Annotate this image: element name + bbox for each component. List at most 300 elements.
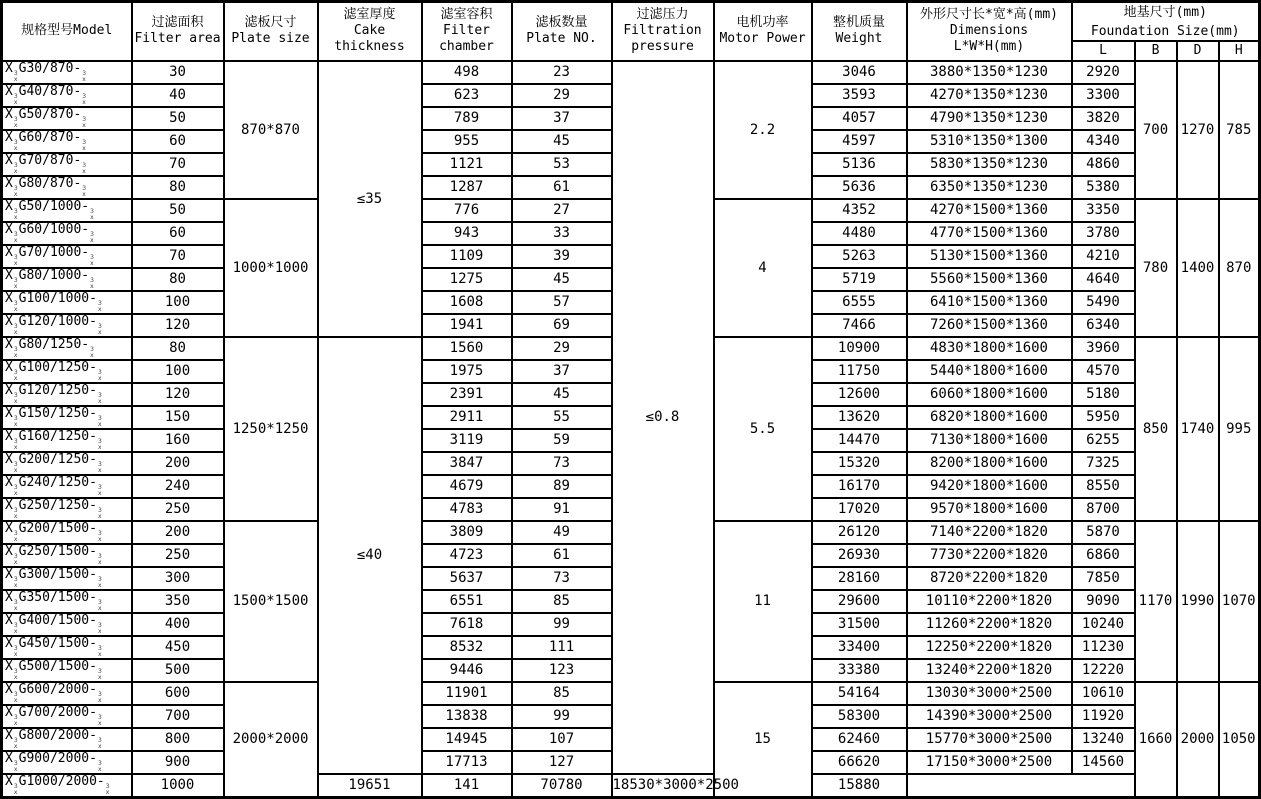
filter-chamber-cell: 14945 — [422, 728, 512, 751]
model-mark-top: 3 — [13, 276, 18, 284]
model-mark-top: 3 — [97, 322, 102, 330]
model-mark-top: 3 — [13, 368, 18, 376]
model-cell — [2, 61, 132, 84]
foundation-h-cell: 870 — [1219, 199, 1260, 337]
foundation-l-cell: 4340 — [1072, 130, 1135, 153]
header-motor-power — [714, 2, 812, 61]
header-plate-no-zh: 滤板数量 — [535, 15, 588, 31]
model-mark-top: 3 — [13, 115, 18, 123]
model-mark-top: 3 — [13, 759, 18, 767]
foundation-l-cell: 8550 — [1072, 475, 1135, 498]
weight-cell: 14470 — [812, 429, 907, 452]
dimensions-cell: 5830*1350*1230 — [907, 153, 1072, 176]
header-motor-power-zh: 电机功率 — [736, 15, 789, 31]
header-dimensions — [907, 2, 1072, 61]
model-mark-bottom: x — [97, 397, 102, 405]
plate-no-cell: 73 — [512, 567, 612, 590]
model-mark-top: 3 — [97, 690, 102, 698]
filter-area-cell: 100 — [132, 360, 224, 383]
model-mark-bottom: x — [13, 236, 18, 244]
plate-no-cell: 27 — [512, 199, 612, 222]
model-mark-stack — [14, 370, 18, 382]
filter-area-cell: 300 — [132, 567, 224, 590]
header-dimensions-en: Dimensions — [949, 23, 1029, 39]
foundation-h-cell: 995 — [1219, 337, 1260, 521]
model-prefix: X — [5, 175, 13, 191]
model-body: G250/1250- — [18, 497, 97, 513]
plate-no-cell: 45 — [512, 383, 612, 406]
model-mark-stack — [14, 715, 18, 727]
model-cell — [2, 498, 132, 521]
model-mark-bottom: x — [90, 213, 94, 221]
dimensions-cell: 7140*2200*1820 — [907, 521, 1072, 544]
header-foundation-d: D — [1177, 41, 1219, 61]
model-prefix: X — [5, 382, 13, 398]
model-mark-stack — [98, 301, 102, 313]
header-plate-size-zh: 滤板尺寸 — [244, 15, 297, 31]
model-mark-stack — [90, 278, 94, 290]
filter-area-cell: 30 — [132, 61, 224, 84]
model-cell — [2, 728, 132, 751]
header-filter-chamber — [422, 2, 512, 61]
foundation-l-cell: 3820 — [1072, 107, 1135, 130]
model-prefix: X — [5, 497, 13, 513]
model-prefix: X — [5, 129, 13, 145]
model-mark-stack — [14, 94, 18, 106]
model-mark-top: 3 — [13, 621, 18, 629]
model-cell — [2, 613, 132, 636]
foundation-l-cell: 3300 — [1072, 84, 1135, 107]
filter-chamber-cell: 4783 — [422, 498, 512, 521]
model-body: G240/1250- — [18, 474, 97, 490]
model-mark-bottom: x — [13, 190, 18, 198]
filter-chamber-cell: 4723 — [422, 544, 512, 567]
model-cell — [2, 245, 132, 268]
model-mark-top: 3 — [105, 782, 110, 790]
foundation-l-cell: 3350 — [1072, 199, 1135, 222]
model-body: G70/1000- — [18, 244, 90, 260]
model-mark-bottom: x — [97, 558, 102, 566]
model-prefix: X — [5, 658, 13, 674]
model-body: G120/1000- — [18, 313, 97, 329]
weight-cell: 4057 — [812, 107, 907, 130]
plate-no-cell: 61 — [512, 544, 612, 567]
foundation-l-cell: 6340 — [1072, 314, 1135, 337]
model-mark-bottom: x — [97, 328, 102, 336]
model-mark-stack — [98, 462, 102, 474]
model-body: G40/870- — [18, 83, 82, 99]
model-mark-stack — [82, 117, 86, 129]
dimensions-cell: 5560*1500*1360 — [907, 268, 1072, 291]
model-mark-bottom: x — [13, 144, 18, 152]
model-mark-top: 3 — [13, 483, 18, 491]
model-mark-bottom: x — [97, 443, 102, 451]
weight-cell: 31500 — [812, 613, 907, 636]
model-mark-bottom: x — [82, 167, 86, 175]
model-mark-top: 3 — [13, 138, 18, 146]
weight-cell: 5263 — [812, 245, 907, 268]
model-prefix: X — [5, 152, 13, 168]
model-mark-bottom: x — [13, 512, 18, 520]
model-cell — [2, 222, 132, 245]
plate-no-cell: 99 — [512, 613, 612, 636]
model-mark-stack — [98, 577, 102, 589]
weight-cell: 62460 — [812, 728, 907, 751]
model-mark-top: 3 — [97, 644, 102, 652]
foundation-l-cell: 4640 — [1072, 268, 1135, 291]
foundation-h-cell: 1050 — [1219, 682, 1260, 798]
filter-area-cell: 60 — [132, 130, 224, 153]
dimensions-cell: 9570*1800*1600 — [907, 498, 1072, 521]
model-body: G800/2000- — [18, 727, 97, 743]
model-mark-stack — [90, 209, 94, 221]
plate-size-cell: 1000*1000 — [224, 199, 318, 337]
cake-thickness-cell: ≤40 — [318, 337, 422, 774]
dimensions-cell: 8720*2200*1820 — [907, 567, 1072, 590]
header-filter-area-en: Filter area — [134, 31, 221, 47]
model-mark-bottom: x — [90, 351, 94, 359]
foundation-l-cell: 15880 — [812, 774, 907, 798]
model-body: G600/2000- — [18, 681, 97, 697]
model-mark-bottom: x — [82, 121, 86, 129]
model-mark-stack — [14, 600, 18, 612]
filter-area-cell: 40 — [132, 84, 224, 107]
filter-chamber-cell: 3119 — [422, 429, 512, 452]
plate-size-cell: 2000*2000 — [224, 682, 318, 798]
model-mark-bottom: x — [97, 535, 102, 543]
model-prefix: X — [5, 612, 13, 628]
model-body: G250/1500- — [18, 543, 97, 559]
foundation-h-cell: 785 — [1219, 61, 1260, 199]
filter-chamber-cell: 17713 — [422, 751, 512, 774]
filter-area-cell: 160 — [132, 429, 224, 452]
foundation-l-cell: 6255 — [1072, 429, 1135, 452]
model-mark-top: 3 — [97, 713, 102, 721]
model-mark-top: 3 — [90, 207, 94, 215]
model-mark-stack — [90, 255, 94, 267]
header-cake-thickness-zh: 滤室厚度 — [343, 7, 396, 23]
header-dimensions-zh: 外形尺寸长*宽*高(mm) — [920, 7, 1058, 23]
model-mark-bottom: x — [13, 351, 18, 359]
dimensions-cell: 7260*1500*1360 — [907, 314, 1072, 337]
model-mark-bottom: x — [13, 650, 18, 658]
dimensions-cell: 10110*2200*1820 — [907, 590, 1072, 613]
dimensions-cell: 7130*1800*1600 — [907, 429, 1072, 452]
model-mark-bottom: x — [97, 374, 102, 382]
model-mark-top: 3 — [97, 460, 102, 468]
motor-power-cell: 4 — [714, 199, 812, 337]
model-mark-top: 3 — [90, 253, 94, 261]
foundation-d-cell: 1270 — [1177, 61, 1219, 199]
model-cell — [2, 429, 132, 452]
filter-area-cell: 350 — [132, 590, 224, 613]
model-prefix: X — [5, 520, 13, 536]
foundation-l-cell: 5950 — [1072, 406, 1135, 429]
filter-chamber-cell: 1941 — [422, 314, 512, 337]
model-prefix: X — [5, 405, 13, 421]
model-mark-bottom: x — [82, 75, 86, 83]
foundation-l-cell: 4210 — [1072, 245, 1135, 268]
header-weight — [812, 2, 907, 61]
model-mark-bottom: x — [97, 673, 102, 681]
header-motor-power-en: Motor Power — [719, 31, 806, 47]
weight-cell: 58300 — [812, 705, 907, 728]
model-mark-bottom: x — [97, 765, 102, 773]
header-foundation-b: B — [1135, 41, 1177, 61]
model-mark-bottom: x — [97, 420, 102, 428]
plate-no-cell: 55 — [512, 406, 612, 429]
model-mark-bottom: x — [90, 236, 94, 244]
model-mark-top: 3 — [13, 782, 18, 790]
model-mark-bottom: x — [13, 696, 18, 704]
model-mark-top: 3 — [13, 529, 18, 537]
filter-area-cell: 240 — [132, 475, 224, 498]
model-mark-top: 3 — [13, 460, 18, 468]
foundation-l-cell: 7325 — [1072, 452, 1135, 475]
model-mark-top: 3 — [90, 345, 94, 353]
model-body: G400/1500- — [18, 612, 97, 628]
model-cell — [2, 291, 132, 314]
model-mark-stack — [14, 692, 18, 704]
table-row — [2, 774, 1260, 798]
weight-cell: 13620 — [812, 406, 907, 429]
model-mark-top: 3 — [13, 184, 18, 192]
model-mark-bottom: x — [97, 719, 102, 727]
motor-power-cell: 2.2 — [714, 61, 812, 199]
model-mark-top: 3 — [97, 575, 102, 583]
model-cell — [2, 406, 132, 429]
model-mark-bottom: x — [13, 328, 18, 336]
filter-area-cell: 1000 — [132, 774, 224, 798]
model-body: G50/870- — [18, 106, 82, 122]
model-body: G30/870- — [18, 60, 82, 76]
model-mark-stack — [14, 255, 18, 267]
model-mark-stack — [82, 140, 86, 152]
model-mark-stack — [14, 232, 18, 244]
dimensions-cell: 4770*1500*1360 — [907, 222, 1072, 245]
filtration-pressure-cell: ≤0.8 — [612, 61, 714, 774]
foundation-l-cell: 9090 — [1072, 590, 1135, 613]
model-mark-bottom: x — [97, 489, 102, 497]
model-mark-bottom: x — [13, 489, 18, 497]
header-plate-size-en: Plate size — [231, 31, 310, 47]
model-mark-bottom: x — [82, 190, 86, 198]
model-mark-top: 3 — [13, 598, 18, 606]
model-prefix: X — [5, 750, 13, 766]
plate-size-cell: 1500*1500 — [224, 521, 318, 682]
weight-cell: 12600 — [812, 383, 907, 406]
table-row — [2, 61, 1260, 84]
model-mark-stack — [14, 784, 18, 796]
model-cell — [2, 199, 132, 222]
model-cell — [2, 153, 132, 176]
plate-no-cell: 61 — [512, 176, 612, 199]
plate-no-cell: 39 — [512, 245, 612, 268]
model-mark-top: 3 — [90, 276, 94, 284]
foundation-d-cell: 2000 — [1177, 682, 1219, 798]
filter-chamber-cell: 13838 — [422, 705, 512, 728]
model-cell — [2, 751, 132, 774]
weight-cell: 16170 — [812, 475, 907, 498]
model-body: G900/2000- — [18, 750, 97, 766]
plate-no-cell: 69 — [512, 314, 612, 337]
plate-no-cell: 49 — [512, 521, 612, 544]
model-mark-stack — [14, 554, 18, 566]
foundation-l-cell: 5490 — [1072, 291, 1135, 314]
model-prefix: X — [5, 773, 13, 789]
plate-no-cell: 123 — [512, 659, 612, 682]
model-mark-bottom: x — [97, 604, 102, 612]
header-filter-chamber-en: Filter chamber — [439, 23, 494, 55]
model-cell — [2, 682, 132, 705]
plate-no-cell: 59 — [512, 429, 612, 452]
header-weight-en: Weight — [835, 31, 883, 47]
filter-area-cell: 500 — [132, 659, 224, 682]
dimensions-cell: 6060*1800*1600 — [907, 383, 1072, 406]
foundation-l-cell: 11230 — [1072, 636, 1135, 659]
model-cell — [2, 521, 132, 544]
plate-size-cell: 1250*1250 — [224, 337, 318, 521]
plate-no-cell: 37 — [512, 360, 612, 383]
dimensions-cell: 9420*1800*1600 — [907, 475, 1072, 498]
model-mark-top: 3 — [97, 552, 102, 560]
filter-chamber-cell: 955 — [422, 130, 512, 153]
model-mark-bottom: x — [13, 259, 18, 267]
plate-no-cell: 23 — [512, 61, 612, 84]
model-cell — [2, 337, 132, 360]
model-mark-top: 3 — [13, 345, 18, 353]
model-mark-stack — [14, 117, 18, 129]
model-prefix: X — [5, 244, 13, 260]
foundation-l-cell: 13240 — [1072, 728, 1135, 751]
plate-no-cell: 89 — [512, 475, 612, 498]
model-mark-top: 3 — [97, 391, 102, 399]
foundation-l-cell: 8700 — [1072, 498, 1135, 521]
foundation-h-cell: 1070 — [1219, 521, 1260, 682]
model-mark-stack — [82, 186, 86, 198]
plate-no-cell: 29 — [512, 84, 612, 107]
weight-cell: 6555 — [812, 291, 907, 314]
model-mark-bottom: x — [97, 742, 102, 750]
model-mark-bottom: x — [90, 282, 94, 290]
filter-chamber-cell: 623 — [422, 84, 512, 107]
filter-area-cell: 50 — [132, 107, 224, 130]
model-body: G160/1250- — [18, 428, 97, 444]
model-prefix: X — [5, 704, 13, 720]
plate-no-cell: 53 — [512, 153, 612, 176]
model-prefix: X — [5, 727, 13, 743]
model-mark-stack — [14, 347, 18, 359]
foundation-l-cell: 3780 — [1072, 222, 1135, 245]
filter-chamber-cell: 1608 — [422, 291, 512, 314]
model-mark-bottom: x — [13, 213, 18, 221]
header-filtration-pressure-en: Filtration pressure — [623, 23, 702, 55]
model-body: G100/1000- — [18, 290, 97, 306]
model-prefix: X — [5, 543, 13, 559]
model-mark-top: 3 — [82, 69, 87, 77]
dimensions-cell: 4830*1800*1600 — [907, 337, 1072, 360]
plate-no-cell: 45 — [512, 268, 612, 291]
model-mark-bottom: x — [13, 466, 18, 474]
model-mark-stack — [14, 761, 18, 773]
filter-chamber-cell: 1287 — [422, 176, 512, 199]
header-filter-area-zh: 过滤面积 — [151, 15, 204, 31]
model-body: G450/1500- — [18, 635, 97, 651]
foundation-d-cell: 1990 — [1177, 521, 1219, 682]
model-mark-stack — [14, 669, 18, 681]
model-mark-stack — [98, 715, 102, 727]
motor-power-cell: 15 — [714, 682, 812, 798]
filter-chamber-cell: 943 — [422, 222, 512, 245]
model-cell — [2, 130, 132, 153]
filter-area-cell: 250 — [132, 498, 224, 521]
plate-no-cell: 85 — [512, 590, 612, 613]
model-mark-top: 3 — [13, 322, 18, 330]
model-body: G80/870- — [18, 175, 82, 191]
foundation-b-cell: 1170 — [1135, 521, 1177, 682]
filter-chamber-cell: 4679 — [422, 475, 512, 498]
foundation-l-cell: 3960 — [1072, 337, 1135, 360]
filter-area-cell: 600 — [132, 682, 224, 705]
model-prefix: X — [5, 474, 13, 490]
model-mark-top: 3 — [82, 115, 87, 123]
model-mark-top: 3 — [97, 368, 102, 376]
model-cell — [2, 314, 132, 337]
dimensions-cell: 4270*1500*1360 — [907, 199, 1072, 222]
dimensions-cell: 13240*2200*1820 — [907, 659, 1072, 682]
model-mark-bottom: x — [97, 581, 102, 589]
weight-cell: 5719 — [812, 268, 907, 291]
model-mark-stack — [98, 508, 102, 520]
model-prefix: X — [5, 267, 13, 283]
model-cell — [2, 107, 132, 130]
dimensions-cell: 4790*1350*1230 — [907, 107, 1072, 130]
weight-cell: 5136 — [812, 153, 907, 176]
foundation-l-cell: 14560 — [1072, 751, 1135, 774]
model-mark-top: 3 — [97, 506, 102, 514]
filter-area-cell: 150 — [132, 406, 224, 429]
model-body: G200/1500- — [18, 520, 97, 536]
foundation-l-cell: 10240 — [1072, 613, 1135, 636]
model-mark-stack — [98, 531, 102, 543]
dimensions-cell: 6820*1800*1600 — [907, 406, 1072, 429]
dimensions-cell: 5130*1500*1360 — [907, 245, 1072, 268]
weight-cell: 10900 — [812, 337, 907, 360]
model-body: G80/1000- — [18, 267, 90, 283]
model-mark-top: 3 — [13, 414, 18, 422]
model-mark-bottom: x — [13, 719, 18, 727]
model-mark-bottom: x — [82, 144, 86, 152]
model-prefix: X — [5, 635, 13, 651]
filter-area-cell: 800 — [132, 728, 224, 751]
model-mark-stack — [82, 163, 86, 175]
model-mark-stack — [98, 600, 102, 612]
model-mark-stack — [98, 738, 102, 750]
filter-area-cell: 70 — [132, 153, 224, 176]
model-mark-top: 3 — [13, 575, 18, 583]
model-mark-stack — [14, 163, 18, 175]
plate-no-cell: 29 — [512, 337, 612, 360]
model-prefix: X — [5, 106, 13, 122]
dimensions-cell: 7730*2200*1820 — [907, 544, 1072, 567]
plate-no-cell: 45 — [512, 130, 612, 153]
header-filter-chamber-zh: 滤室容积 — [440, 7, 493, 23]
filter-chamber-cell: 2391 — [422, 383, 512, 406]
model-mark-stack — [14, 485, 18, 497]
model-body: G60/1000- — [18, 221, 90, 237]
model-mark-stack — [14, 301, 18, 313]
model-body: G350/1500- — [18, 589, 97, 605]
